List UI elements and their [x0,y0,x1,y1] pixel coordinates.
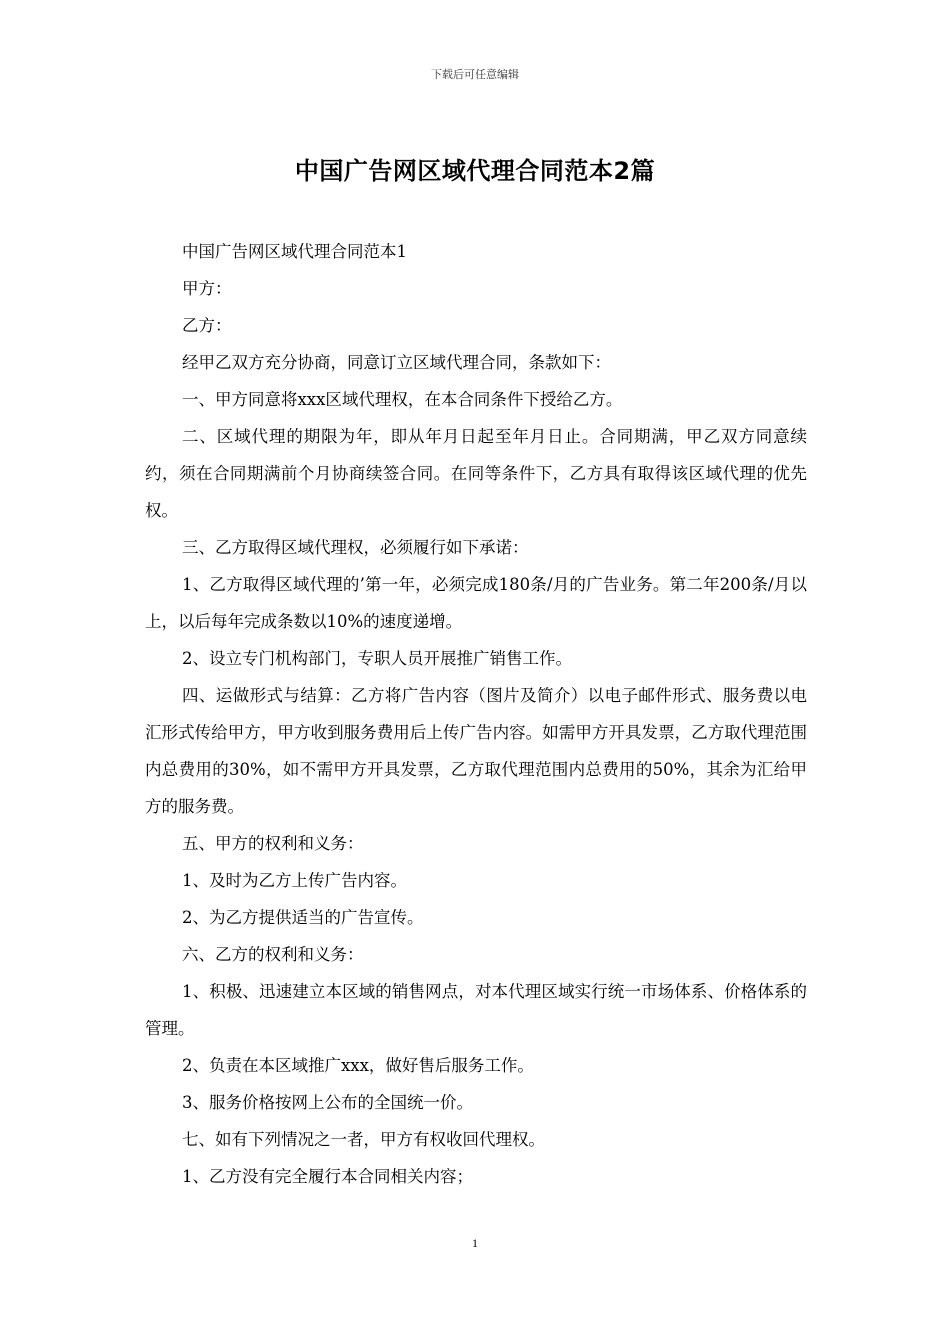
document-title: 中国广告网区域代理合同范本2篇 [294,157,656,185]
paragraph-clause-5: 五、甲方的权利和义务： [182,834,364,853]
paragraph-party-b: 乙方： [182,316,232,335]
paragraph-clause-6-item-3: 3、服务价格按网上公布的全国统一价。 [182,1093,473,1112]
header-note: 下载后可任意编辑 [431,68,519,81]
paragraph-subtitle: 中国广告网区域代理合同范本1 [182,242,407,261]
paragraph-clause-6-item-1: 1、积极、迅速建立本区域的销售网点，对本代理区域实行统一市场体系、价格体系的管理。 [145,982,807,1038]
paragraph-party-a: 甲方： [182,279,232,298]
document-body [145,233,807,1195]
page-number: 1 [472,1236,478,1250]
paragraph-clause-4: 四、运做形式与结算：乙方将广告内容（图片及简介）以电子邮件形式、服务费以电汇形式传给甲方，甲方收到服务费用后上传广告内容。如需甲方开具发票，乙方取代理范围内总费用的30%，如不需甲方开具发票，乙方取代理范围内总费用的50%，其余为汇给甲方的服务费。 [145,686,807,816]
paragraph-clause-3-item-1: 1、乙方取得区域代理的’第一年，必须完成180条/月的广告业务。第二年200条/月以上，以后每年完成条数以10%的速度递增。 [145,575,807,631]
paragraph-clause-2: 二、区域代理的期限为年，即从年月日起至年月日止。合同期满，甲乙双方同意续约，须在合同期满前个月协商续签合同。在同等条件下，乙方具有取得该区域代理的优先权。 [145,427,807,520]
paragraph-clause-3-item-2: 2、设立专门机构部门，专职人员开展推广销售工作。 [182,649,572,668]
paragraph-clause-5-item-2: 2、为乙方提供适当的广告宣传。 [182,908,424,927]
paragraph-clause-7: 七、如有下列情况之一者，甲方有权收回代理权。 [182,1130,545,1149]
paragraph-clause-7-item-1: 1、乙方没有完全履行本合同相关内容； [182,1167,473,1186]
paragraph-clause-5-item-1: 1、及时为乙方上传广告内容。 [182,871,407,890]
paragraph-clause-6: 六、乙方的权利和义务： [182,945,364,964]
paragraph-clause-6-item-2: 2、负责在本区域推广xxx，做好售后服务工作。 [182,1056,534,1075]
paragraph-clause-1: 一、甲方同意将xxx区域代理权，在本合同条件下授给乙方。 [182,390,623,409]
paragraph-clause-3: 三、乙方取得区域代理权，必须履行如下承诺： [182,538,529,557]
paragraph-intro: 经甲乙双方充分协商，同意订立区域代理合同，条款如下： [182,353,611,372]
